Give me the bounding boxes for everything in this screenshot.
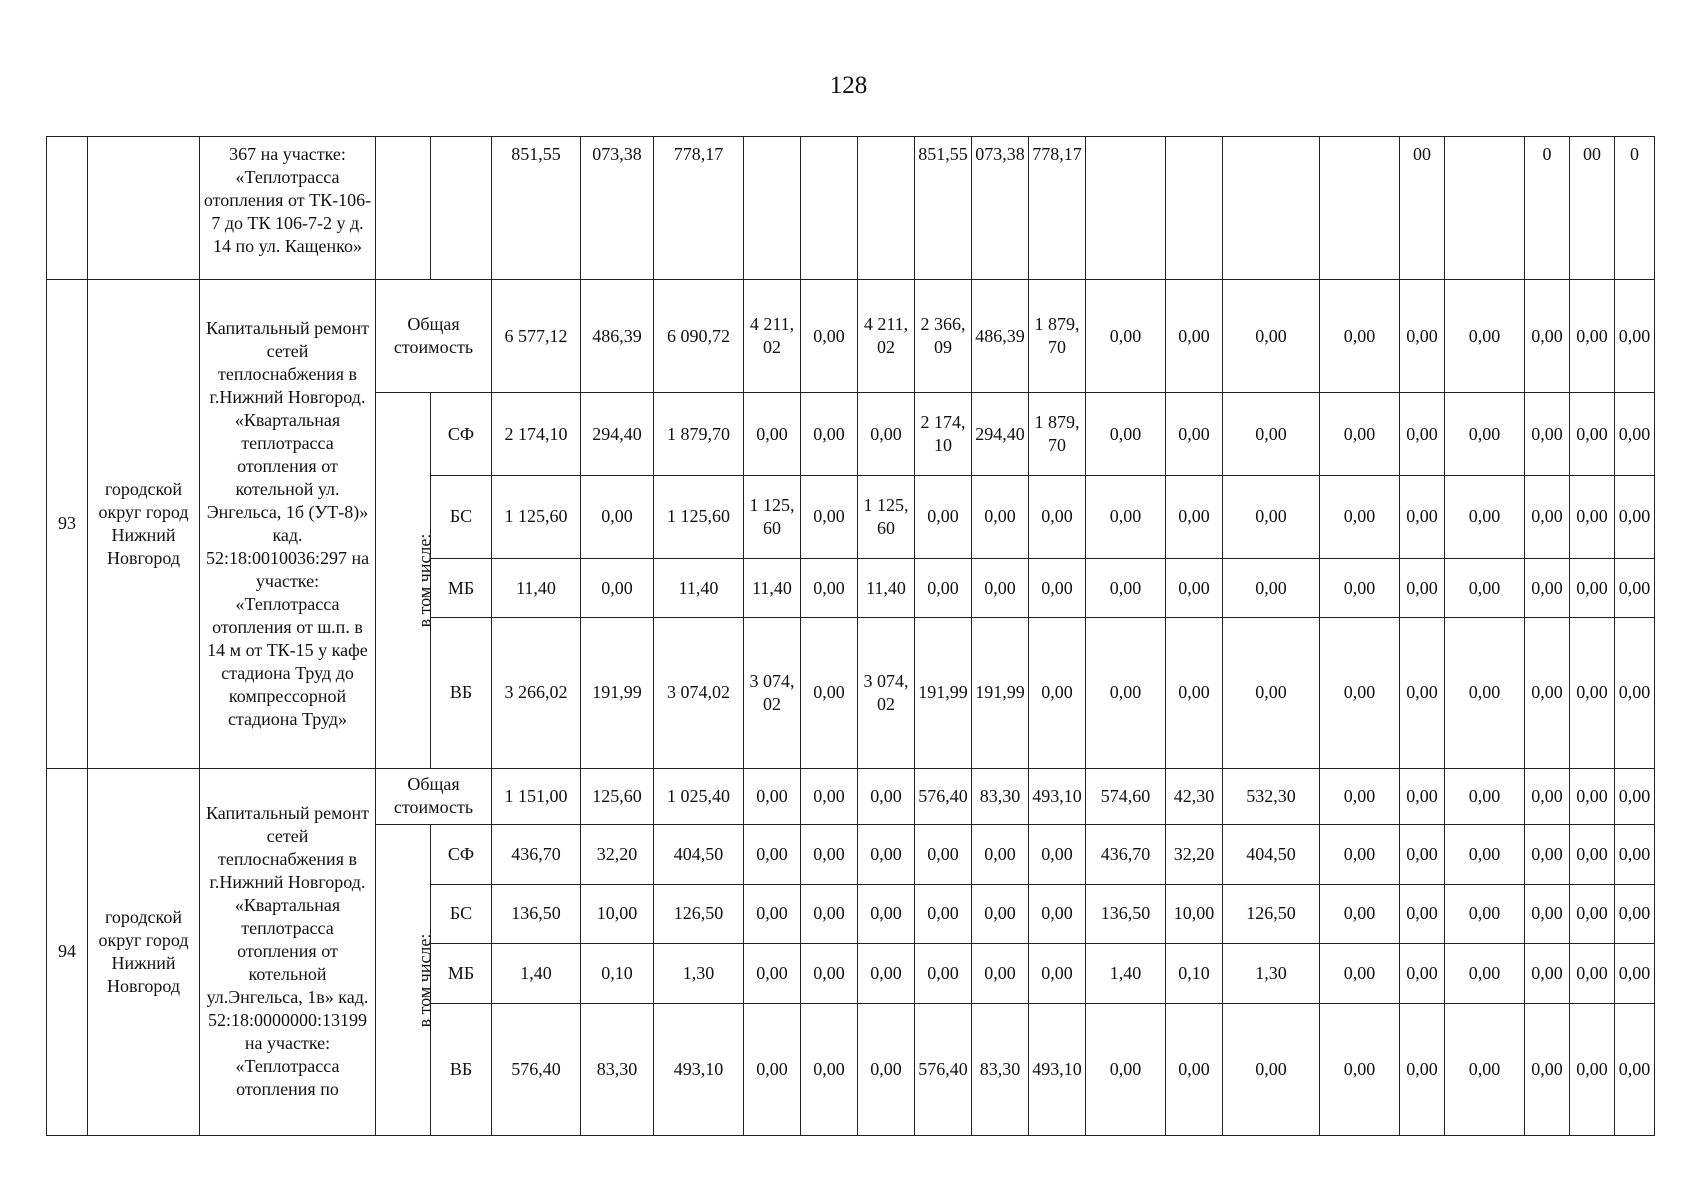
value-cell — [744, 137, 801, 280]
value-cell: 0,00 — [1166, 280, 1223, 393]
value-cell: 0,00 — [1570, 768, 1615, 825]
value-cell: 191,99 — [915, 618, 972, 768]
value-cell: 851,55 — [915, 137, 972, 280]
funding-source-label: БС — [431, 884, 492, 944]
value-cell: 0,00 — [1445, 944, 1525, 1004]
value-cell: 0,00 — [801, 884, 858, 944]
value-cell: 0,00 — [744, 884, 801, 944]
value-cell: 1 025,40 — [654, 768, 744, 825]
value-cell: 0,00 — [972, 825, 1029, 885]
value-cell: 0,00 — [1223, 280, 1320, 393]
value-cell: 073,38 — [581, 137, 654, 280]
value-cell: 136,50 — [1086, 884, 1166, 944]
value-cell: 0,00 — [801, 618, 858, 768]
budget-table — [46, 136, 1655, 1136]
value-cell: 1 879,70 — [1029, 280, 1086, 393]
value-cell: 532,30 — [1223, 768, 1320, 825]
value-cell: 486,39 — [581, 280, 654, 393]
value-cell: 0,00 — [1086, 1003, 1166, 1135]
value-cell: 4 211,02 — [744, 280, 801, 393]
value-cell: 0,00 — [1400, 825, 1445, 885]
value-cell: 0,00 — [801, 825, 858, 885]
value-cell: 191,99 — [972, 618, 1029, 768]
value-cell: 00 — [1400, 137, 1445, 280]
value-cell: 0,00 — [1445, 280, 1525, 393]
value-cell: 0,00 — [1525, 280, 1570, 393]
value-cell: 0,00 — [1570, 618, 1615, 768]
value-cell: 0,00 — [744, 944, 801, 1004]
value-cell: 0,00 — [1445, 476, 1525, 559]
value-cell: 1 125,60 — [492, 476, 581, 559]
value-cell: 0,00 — [581, 476, 654, 559]
value-cell: 0,00 — [1525, 768, 1570, 825]
value-cell: 0,00 — [1223, 476, 1320, 559]
value-cell: 3 074,02 — [858, 618, 915, 768]
value-cell: 0,00 — [1166, 476, 1223, 559]
value-cell: 0,00 — [744, 825, 801, 885]
value-cell: 0,00 — [1166, 393, 1223, 476]
value-cell: 0,00 — [858, 768, 915, 825]
value-cell: 0,00 — [1223, 618, 1320, 768]
value-cell: 0,00 — [915, 476, 972, 559]
funding-source-label: БС — [431, 476, 492, 559]
municipality-cell — [88, 137, 200, 280]
value-cell: 0,00 — [1400, 476, 1445, 559]
value-cell: 1,30 — [654, 944, 744, 1004]
value-cell: 2 174,10 — [915, 393, 972, 476]
value-cell: 0,00 — [1525, 476, 1570, 559]
value-cell: 0,00 — [801, 768, 858, 825]
value-cell: 0,00 — [1029, 884, 1086, 944]
value-cell: 0,00 — [801, 944, 858, 1004]
value-cell: 0,00 — [1615, 944, 1655, 1004]
value-cell: 0,00 — [1086, 393, 1166, 476]
value-cell: 0,00 — [858, 393, 915, 476]
value-cell: 2 174,10 — [492, 393, 581, 476]
value-cell: 574,60 — [1086, 768, 1166, 825]
value-cell: 0,00 — [1570, 1003, 1615, 1135]
funding-source-label: ВБ — [431, 618, 492, 768]
value-cell — [1086, 137, 1166, 280]
value-cell: 486,39 — [972, 280, 1029, 393]
value-cell: 0,00 — [972, 476, 1029, 559]
value-cell — [1166, 137, 1223, 280]
total-label: Общая стоимость — [376, 768, 492, 825]
index-cell — [47, 137, 88, 280]
value-cell: 0,00 — [1445, 884, 1525, 944]
value-cell: 6 577,12 — [492, 280, 581, 393]
value-cell: 1,30 — [1223, 944, 1320, 1004]
value-cell — [858, 137, 915, 280]
value-cell: 0,00 — [1570, 280, 1615, 393]
including-label: в том числе: — [414, 533, 435, 628]
funding-label-cell — [376, 137, 431, 280]
value-cell: 436,70 — [492, 825, 581, 885]
value-cell: 11,40 — [492, 558, 581, 618]
value-cell: 0,00 — [744, 1003, 801, 1135]
value-cell: 4 211,02 — [858, 280, 915, 393]
funding-source-label: ВБ — [431, 1003, 492, 1135]
municipality-cell: городской округ город Нижний Новгород — [88, 280, 200, 768]
value-cell: 6 090,72 — [654, 280, 744, 393]
value-cell: 0,00 — [1320, 618, 1400, 768]
value-cell: 0,00 — [1166, 618, 1223, 768]
value-cell: 00 — [1570, 137, 1615, 280]
value-cell: 0,00 — [972, 558, 1029, 618]
value-cell: 3 074,02 — [744, 618, 801, 768]
municipality-cell: городской округ город Нижний Новгород — [88, 768, 200, 1135]
value-cell — [1320, 137, 1400, 280]
value-cell: 191,99 — [581, 618, 654, 768]
value-cell: 0,00 — [1029, 618, 1086, 768]
value-cell: 0,00 — [1445, 393, 1525, 476]
funding-source-label: МБ — [431, 944, 492, 1004]
value-cell: 0,00 — [1400, 884, 1445, 944]
value-cell: 0,00 — [1570, 825, 1615, 885]
value-cell: 0,00 — [1086, 476, 1166, 559]
value-cell: 0,00 — [1400, 768, 1445, 825]
value-cell: 1 151,00 — [492, 768, 581, 825]
value-cell: 493,10 — [654, 1003, 744, 1135]
value-cell: 1 125,60 — [744, 476, 801, 559]
value-cell: 436,70 — [1086, 825, 1166, 885]
value-cell: 42,30 — [1166, 768, 1223, 825]
value-cell: 778,17 — [1029, 137, 1086, 280]
value-cell: 0,00 — [581, 558, 654, 618]
value-cell: 0,00 — [1570, 476, 1615, 559]
value-cell: 0,10 — [581, 944, 654, 1004]
value-cell: 0,00 — [1525, 393, 1570, 476]
value-cell: 0,00 — [1525, 884, 1570, 944]
value-cell: 0,00 — [1615, 558, 1655, 618]
description-cell: 367 на участке: «Теплотрасса отопления от ТК-106-7 до ТК 106-7-2 у д. 14 по ул. Кащенко» — [200, 137, 376, 280]
value-cell: 0,00 — [1525, 618, 1570, 768]
description-cell: Капитальный ремонт сетей теплоснабжения в г.Нижний Новгород. «Квартальная теплотрасса отопления от котельной ул.Энгельса, 1в» кад. 52:18:0000000:13199 на участке: «Теплотрасса отопления по — [200, 768, 376, 1135]
value-cell: 32,20 — [1166, 825, 1223, 885]
continuation-row — [47, 137, 1655, 280]
value-cell — [801, 137, 858, 280]
value-cell: 0,00 — [1570, 944, 1615, 1004]
value-cell: 0,00 — [1615, 280, 1655, 393]
value-cell: 1 125,60 — [858, 476, 915, 559]
total-row — [47, 768, 1655, 825]
funding-source-label: СФ — [431, 825, 492, 885]
value-cell: 1,40 — [492, 944, 581, 1004]
value-cell: 0,00 — [1570, 393, 1615, 476]
value-cell: 136,50 — [492, 884, 581, 944]
value-cell: 404,50 — [654, 825, 744, 885]
value-cell: 83,30 — [972, 768, 1029, 825]
value-cell: 125,60 — [581, 768, 654, 825]
value-cell: 83,30 — [581, 1003, 654, 1135]
value-cell: 1 879,70 — [1029, 393, 1086, 476]
value-cell: 404,50 — [1223, 825, 1320, 885]
page-number: 128 — [829, 72, 868, 99]
value-cell: 576,40 — [915, 768, 972, 825]
value-cell: 0,00 — [801, 280, 858, 393]
value-cell: 0,00 — [1570, 884, 1615, 944]
value-cell: 0,00 — [801, 558, 858, 618]
value-cell: 0,00 — [915, 944, 972, 1004]
value-cell: 1 879,70 — [654, 393, 744, 476]
value-cell: 073,38 — [972, 137, 1029, 280]
total-label: Общая стоимость — [376, 280, 492, 393]
value-cell: 0,00 — [1223, 393, 1320, 476]
value-cell: 0,00 — [1029, 476, 1086, 559]
value-cell: 11,40 — [744, 558, 801, 618]
value-cell: 0,00 — [801, 393, 858, 476]
value-cell: 0,00 — [915, 884, 972, 944]
value-cell: 0,00 — [858, 884, 915, 944]
value-cell: 0,00 — [1615, 825, 1655, 885]
value-cell: 0,00 — [1615, 884, 1655, 944]
value-cell: 0,00 — [1525, 1003, 1570, 1135]
value-cell: 0,00 — [1525, 558, 1570, 618]
value-cell: 0,00 — [1445, 768, 1525, 825]
value-cell: 0,00 — [972, 884, 1029, 944]
value-cell: 0,00 — [1029, 558, 1086, 618]
value-cell: 0,00 — [801, 476, 858, 559]
value-cell: 0,00 — [1445, 558, 1525, 618]
value-cell: 0,00 — [1615, 618, 1655, 768]
value-cell: 576,40 — [492, 1003, 581, 1135]
value-cell: 0,00 — [1400, 558, 1445, 618]
value-cell: 0,00 — [1166, 1003, 1223, 1135]
total-row — [47, 280, 1655, 393]
value-cell: 0,00 — [1615, 476, 1655, 559]
funding-source-label: МБ — [431, 558, 492, 618]
value-cell: 493,10 — [1029, 1003, 1086, 1135]
value-cell: 0,00 — [915, 825, 972, 885]
value-cell: 0 — [1615, 137, 1655, 280]
value-cell: 0,00 — [1320, 558, 1400, 618]
value-cell: 0,00 — [1029, 825, 1086, 885]
value-cell: 0,00 — [1445, 618, 1525, 768]
including-label: в том числе: — [414, 933, 435, 1027]
value-cell: 126,50 — [1223, 884, 1320, 944]
value-cell: 0,00 — [1166, 558, 1223, 618]
value-cell: 0,00 — [1086, 558, 1166, 618]
value-cell: 0,00 — [744, 768, 801, 825]
row-index: 93 — [47, 280, 88, 768]
including-label-cell — [376, 393, 435, 768]
value-cell: 0,00 — [1400, 618, 1445, 768]
value-cell: 0 — [1525, 137, 1570, 280]
value-cell: 0,00 — [1525, 944, 1570, 1004]
value-cell: 0,00 — [1320, 476, 1400, 559]
value-cell: 0,00 — [1086, 280, 1166, 393]
value-cell: 11,40 — [654, 558, 744, 618]
value-cell: 0,00 — [1400, 1003, 1445, 1135]
value-cell: 0,00 — [1525, 825, 1570, 885]
value-cell: 0,00 — [1029, 944, 1086, 1004]
value-cell: 0,00 — [1615, 393, 1655, 476]
value-cell: 0,00 — [1320, 825, 1400, 885]
value-cell: 0,00 — [1400, 944, 1445, 1004]
value-cell: 0,10 — [1166, 944, 1223, 1004]
value-cell: 0,00 — [1320, 280, 1400, 393]
value-cell: 10,00 — [1166, 884, 1223, 944]
value-cell: 0,00 — [1223, 558, 1320, 618]
value-cell: 3 266,02 — [492, 618, 581, 768]
value-cell: 0,00 — [858, 1003, 915, 1135]
value-cell: 0,00 — [1320, 393, 1400, 476]
value-cell: 0,00 — [801, 1003, 858, 1135]
funding-source-cell — [431, 137, 492, 280]
value-cell: 0,00 — [1320, 944, 1400, 1004]
value-cell: 0,00 — [972, 944, 1029, 1004]
row-index: 94 — [47, 768, 88, 1135]
value-cell: 83,30 — [972, 1003, 1029, 1135]
value-cell: 0,00 — [915, 558, 972, 618]
value-cell: 0,00 — [1615, 1003, 1655, 1135]
value-cell: 0,00 — [1320, 884, 1400, 944]
value-cell: 294,40 — [972, 393, 1029, 476]
value-cell: 778,17 — [654, 137, 744, 280]
value-cell: 576,40 — [915, 1003, 972, 1135]
value-cell: 0,00 — [1570, 558, 1615, 618]
value-cell: 2 366,09 — [915, 280, 972, 393]
value-cell: 1 125,60 — [654, 476, 744, 559]
including-label-cell — [376, 825, 435, 1136]
value-cell: 0,00 — [744, 393, 801, 476]
value-cell: 126,50 — [654, 884, 744, 944]
description-cell: Капитальный ремонт сетей теплоснабжения в г.Нижний Новгород. «Квартальная теплотрасса отопления от котельной ул. Энгельса, 1б (УТ-8)» кад. 52:18:0010036:297 на участке: «Теплотрасса отопления от ш.п. в 14 м от ТК-15 у кафе стадиона Труд до компрессорной стадиона Труд» — [200, 280, 376, 768]
value-cell: 0,00 — [1320, 1003, 1400, 1135]
value-cell: 0,00 — [1445, 1003, 1525, 1135]
value-cell: 0,00 — [858, 825, 915, 885]
value-cell: 0,00 — [1320, 768, 1400, 825]
value-cell: 3 074,02 — [654, 618, 744, 768]
value-cell — [1223, 137, 1320, 280]
value-cell: 0,00 — [1615, 768, 1655, 825]
value-cell: 32,20 — [581, 825, 654, 885]
value-cell: 10,00 — [581, 884, 654, 944]
value-cell — [1445, 137, 1525, 280]
funding-source-label: СФ — [431, 393, 492, 476]
value-cell: 0,00 — [1445, 825, 1525, 885]
value-cell: 1,40 — [1086, 944, 1166, 1004]
value-cell: 294,40 — [581, 393, 654, 476]
value-cell: 11,40 — [858, 558, 915, 618]
value-cell: 0,00 — [1223, 1003, 1320, 1135]
value-cell: 0,00 — [858, 944, 915, 1004]
value-cell: 0,00 — [1086, 618, 1166, 768]
value-cell: 493,10 — [1029, 768, 1086, 825]
value-cell: 0,00 — [1400, 280, 1445, 393]
value-cell: 851,55 — [492, 137, 581, 280]
value-cell: 0,00 — [1400, 393, 1445, 476]
